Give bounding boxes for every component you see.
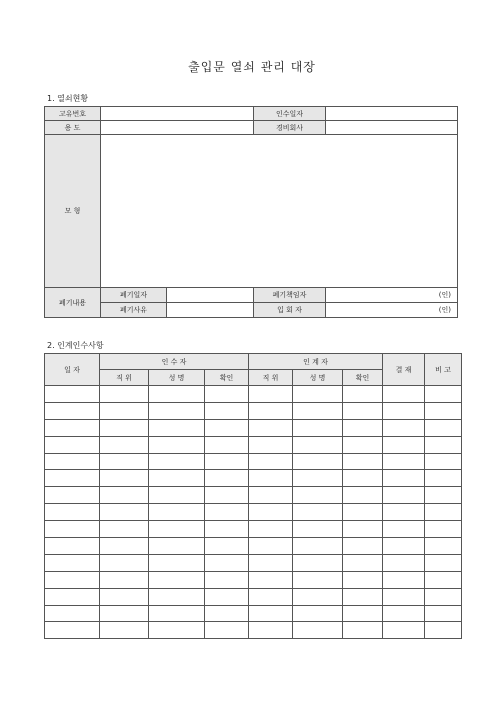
disposal-date-label: 폐기일자 xyxy=(101,288,167,303)
table-cell[interactable] xyxy=(205,588,249,605)
table-cell[interactable] xyxy=(249,504,293,521)
table-cell[interactable] xyxy=(249,605,293,622)
table-cell[interactable] xyxy=(249,487,293,504)
giver-position-header: 직 위 xyxy=(249,370,293,386)
table-cell[interactable] xyxy=(45,504,100,521)
table-cell[interactable] xyxy=(100,622,149,639)
table-cell[interactable] xyxy=(205,521,249,538)
giver-header: 인 계 자 xyxy=(249,354,383,370)
table-cell[interactable] xyxy=(249,470,293,487)
table-row xyxy=(45,538,462,555)
table-cell[interactable] xyxy=(343,538,383,555)
table-cell[interactable] xyxy=(100,402,149,419)
table-row xyxy=(45,419,462,436)
page-title: 출입문 열쇠 관리 대장 xyxy=(188,60,316,74)
table-cell[interactable] xyxy=(383,436,425,453)
receipt-date-field[interactable] xyxy=(326,107,458,121)
table-cell[interactable] xyxy=(45,588,100,605)
table-cell[interactable] xyxy=(149,622,205,639)
witness-seal[interactable]: (인) xyxy=(326,303,458,318)
table-cell[interactable] xyxy=(45,470,100,487)
table-cell[interactable] xyxy=(249,622,293,639)
table-cell[interactable] xyxy=(100,538,149,555)
table-cell[interactable] xyxy=(100,504,149,521)
table-cell[interactable] xyxy=(383,554,425,571)
table-cell[interactable] xyxy=(149,588,205,605)
table-cell[interactable] xyxy=(425,538,462,555)
table-cell[interactable] xyxy=(293,521,343,538)
giver-confirm-header: 확인 xyxy=(343,370,383,386)
table-cell[interactable] xyxy=(205,453,249,470)
table-cell[interactable] xyxy=(45,521,100,538)
receiver-header: 인 수 자 xyxy=(100,354,249,370)
table-row xyxy=(45,622,462,639)
table-cell[interactable] xyxy=(100,453,149,470)
table-cell[interactable] xyxy=(249,402,293,419)
table-cell[interactable] xyxy=(249,588,293,605)
table-cell[interactable] xyxy=(100,487,149,504)
security-company-label: 경비회사 xyxy=(254,121,326,135)
table-cell[interactable] xyxy=(249,554,293,571)
table-cell[interactable] xyxy=(293,419,343,436)
table-cell[interactable] xyxy=(100,419,149,436)
table-cell[interactable] xyxy=(149,419,205,436)
table-cell[interactable] xyxy=(205,504,249,521)
table-cell[interactable] xyxy=(205,538,249,555)
table-cell[interactable] xyxy=(205,605,249,622)
table-cell[interactable] xyxy=(425,605,462,622)
table-cell[interactable] xyxy=(45,554,100,571)
table-row xyxy=(45,588,462,605)
table-cell[interactable] xyxy=(100,605,149,622)
unique-no-label: 고유번호 xyxy=(45,107,101,121)
table-cell[interactable] xyxy=(383,538,425,555)
table-cell[interactable] xyxy=(100,436,149,453)
table-cell[interactable] xyxy=(383,453,425,470)
receiver-position-header: 직 위 xyxy=(100,370,149,386)
table-cell[interactable] xyxy=(293,470,343,487)
table-row xyxy=(45,504,462,521)
disposal-manager-seal[interactable]: (인) xyxy=(326,288,458,303)
receiver-name-header: 성 명 xyxy=(149,370,205,386)
table-row xyxy=(45,436,462,453)
table-cell[interactable] xyxy=(293,571,343,588)
table-cell[interactable] xyxy=(149,436,205,453)
witness-label: 입 회 자 xyxy=(254,303,326,318)
table-row xyxy=(45,554,462,571)
table-cell[interactable] xyxy=(343,622,383,639)
table-cell[interactable] xyxy=(425,487,462,504)
table-cell[interactable] xyxy=(343,402,383,419)
table-cell[interactable] xyxy=(45,386,100,403)
table-cell[interactable] xyxy=(425,504,462,521)
table-cell[interactable] xyxy=(383,605,425,622)
table-cell[interactable] xyxy=(45,622,100,639)
table-cell[interactable] xyxy=(249,453,293,470)
disposal-reason-field[interactable] xyxy=(167,303,254,318)
date-header: 일 자 xyxy=(45,354,100,386)
table-cell[interactable] xyxy=(205,554,249,571)
table-cell[interactable] xyxy=(343,605,383,622)
table-cell[interactable] xyxy=(293,504,343,521)
disposal-date-field[interactable] xyxy=(167,288,254,303)
table-cell[interactable] xyxy=(100,554,149,571)
table-cell[interactable] xyxy=(249,538,293,555)
table-cell[interactable] xyxy=(45,571,100,588)
table-cell[interactable] xyxy=(383,504,425,521)
table-cell[interactable] xyxy=(249,521,293,538)
disposal-reason-label: 폐기사유 xyxy=(101,303,167,318)
table-cell[interactable] xyxy=(425,436,462,453)
table-cell[interactable] xyxy=(149,521,205,538)
table-cell[interactable] xyxy=(205,571,249,588)
table-cell[interactable] xyxy=(343,453,383,470)
table-cell[interactable] xyxy=(149,453,205,470)
table-cell[interactable] xyxy=(149,554,205,571)
table-cell[interactable] xyxy=(425,554,462,571)
table-cell[interactable] xyxy=(425,419,462,436)
table-cell[interactable] xyxy=(205,402,249,419)
table-cell[interactable] xyxy=(205,470,249,487)
table-cell[interactable] xyxy=(45,538,100,555)
section2-heading: 2. 인계인수사항 xyxy=(47,341,104,350)
table-cell[interactable] xyxy=(343,419,383,436)
table-cell[interactable] xyxy=(425,386,462,403)
table-cell[interactable] xyxy=(45,605,100,622)
key-status-table xyxy=(44,106,458,318)
table-cell[interactable] xyxy=(293,588,343,605)
table-cell[interactable] xyxy=(205,622,249,639)
table-cell[interactable] xyxy=(45,487,100,504)
table-row xyxy=(45,453,462,470)
table-cell[interactable] xyxy=(383,521,425,538)
table-row xyxy=(45,571,462,588)
table-cell[interactable] xyxy=(149,386,205,403)
table-cell[interactable] xyxy=(293,487,343,504)
table-cell[interactable] xyxy=(383,470,425,487)
table-cell[interactable] xyxy=(249,436,293,453)
model-label: 모 형 xyxy=(45,135,101,288)
receiver-confirm-header: 확인 xyxy=(205,370,249,386)
table-cell[interactable] xyxy=(149,571,205,588)
table-cell[interactable] xyxy=(205,419,249,436)
table-row xyxy=(45,605,462,622)
approval-header: 결 재 xyxy=(383,354,425,386)
table-cell[interactable] xyxy=(425,571,462,588)
table-cell[interactable] xyxy=(383,622,425,639)
table-cell[interactable] xyxy=(343,504,383,521)
table-cell[interactable] xyxy=(149,605,205,622)
table-cell[interactable] xyxy=(149,538,205,555)
table-cell[interactable] xyxy=(293,605,343,622)
table-cell[interactable] xyxy=(343,386,383,403)
table-cell[interactable] xyxy=(293,436,343,453)
table-cell[interactable] xyxy=(205,386,249,403)
table-cell[interactable] xyxy=(425,521,462,538)
purpose-label: 용 도 xyxy=(45,121,101,135)
table-cell[interactable] xyxy=(45,436,100,453)
disposal-manager-label: 폐기책임자 xyxy=(254,288,326,303)
disposal-label: 폐기내용 xyxy=(45,288,101,318)
table-cell[interactable] xyxy=(343,436,383,453)
receipt-date-label: 인수일자 xyxy=(254,107,326,121)
table-cell[interactable] xyxy=(293,554,343,571)
table-cell[interactable] xyxy=(293,386,343,403)
table-cell[interactable] xyxy=(293,538,343,555)
table-cell[interactable] xyxy=(149,470,205,487)
table-row xyxy=(45,521,462,538)
table-cell[interactable] xyxy=(383,386,425,403)
remarks-header: 비 고 xyxy=(425,354,462,386)
table-cell[interactable] xyxy=(293,453,343,470)
table-cell[interactable] xyxy=(149,402,205,419)
table-cell[interactable] xyxy=(205,487,249,504)
table-cell[interactable] xyxy=(293,402,343,419)
table-cell[interactable] xyxy=(343,554,383,571)
table-cell[interactable] xyxy=(425,470,462,487)
giver-name-header: 성 명 xyxy=(293,370,343,386)
unique-no-field[interactable] xyxy=(101,107,254,121)
table-cell[interactable] xyxy=(343,521,383,538)
table-cell[interactable] xyxy=(343,487,383,504)
table-cell[interactable] xyxy=(383,487,425,504)
table-cell[interactable] xyxy=(45,402,100,419)
table-row xyxy=(45,402,462,419)
table-cell[interactable] xyxy=(425,622,462,639)
handover-table xyxy=(44,353,462,639)
table-cell[interactable] xyxy=(45,453,100,470)
table-cell[interactable] xyxy=(383,419,425,436)
table-cell[interactable] xyxy=(45,419,100,436)
table-cell[interactable] xyxy=(343,588,383,605)
table-cell[interactable] xyxy=(383,571,425,588)
table-cell[interactable] xyxy=(100,571,149,588)
table-cell[interactable] xyxy=(205,436,249,453)
table-cell[interactable] xyxy=(293,622,343,639)
table-cell[interactable] xyxy=(425,453,462,470)
table-cell[interactable] xyxy=(249,419,293,436)
table-cell[interactable] xyxy=(343,571,383,588)
table-cell[interactable] xyxy=(383,402,425,419)
table-cell[interactable] xyxy=(100,386,149,403)
model-field[interactable] xyxy=(101,135,458,288)
table-cell[interactable] xyxy=(100,588,149,605)
security-company-field[interactable] xyxy=(326,121,458,135)
table-cell[interactable] xyxy=(425,402,462,419)
purpose-field[interactable] xyxy=(101,121,254,135)
table-cell[interactable] xyxy=(149,504,205,521)
table-cell[interactable] xyxy=(425,588,462,605)
table-cell[interactable] xyxy=(249,386,293,403)
table-cell[interactable] xyxy=(249,571,293,588)
table-row xyxy=(45,386,462,403)
table-cell[interactable] xyxy=(149,487,205,504)
table-row xyxy=(45,470,462,487)
section1-heading: 1. 열쇠현황 xyxy=(47,94,89,103)
table-cell[interactable] xyxy=(343,470,383,487)
table-cell[interactable] xyxy=(383,588,425,605)
table-row xyxy=(45,487,462,504)
table-cell[interactable] xyxy=(100,470,149,487)
table-cell[interactable] xyxy=(100,521,149,538)
